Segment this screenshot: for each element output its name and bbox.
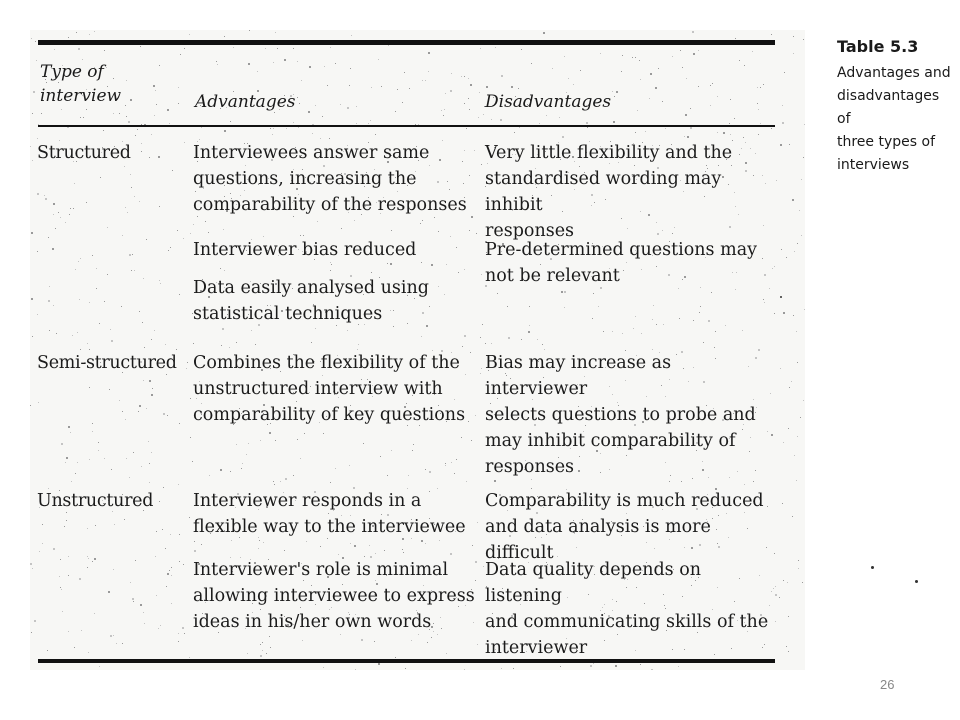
page-number: 26 <box>880 677 895 692</box>
text-line: Interviewees answer same <box>193 143 430 163</box>
semi-structured-advantage-1 <box>193 350 483 428</box>
header-advantages: Advantages <box>195 92 296 112</box>
caption-line: three types of <box>837 134 935 150</box>
table-bottom-rule <box>38 659 775 663</box>
header-type-line-1: Type of <box>40 62 104 82</box>
unstructured-advantage-1 <box>193 488 483 540</box>
caption-line: interviews <box>837 157 910 173</box>
text-line: and communicating skills of the <box>485 612 769 632</box>
text-line: statistical techniques <box>193 304 383 324</box>
text-line: Bias may increase as interviewer <box>485 353 672 399</box>
caption-line: Advantages and <box>837 65 951 81</box>
text-line: ideas in his/her own words <box>193 612 432 632</box>
table-caption <box>837 36 957 177</box>
text-line: Very little flexibility and the <box>485 143 733 163</box>
text-line: responses <box>485 221 575 241</box>
text-line: questions, increasing the <box>193 169 417 189</box>
header-type-of-interview <box>40 60 180 108</box>
unstructured-disadvantage-2 <box>485 557 775 661</box>
caption-line: disadvantages of <box>837 88 940 127</box>
unstructured-disadvantage-1 <box>485 488 775 566</box>
text-line: Comparability is much reduced <box>485 491 764 511</box>
text-line: Data quality depends on listening <box>485 560 702 606</box>
structured-disadvantage-2 <box>485 237 775 289</box>
caption-description <box>837 62 957 177</box>
text-line: Pre-determined questions may <box>485 240 758 260</box>
text-line: allowing interviewee to express <box>193 586 475 606</box>
unstructured-advantage-2 <box>193 557 483 635</box>
structured-advantage-1 <box>193 140 483 218</box>
text-line: selects questions to probe and <box>485 405 756 425</box>
text-line: unstructured interview with <box>193 379 443 399</box>
table-top-rule <box>38 40 775 45</box>
structured-advantage-3 <box>193 275 483 327</box>
text-line: interviewer <box>485 638 588 658</box>
text-line: not be relevant <box>485 266 620 286</box>
caption-title: Table 5.3 <box>837 37 919 56</box>
text-line: Data easily analysed using <box>193 278 429 298</box>
text-line: responses <box>485 457 575 477</box>
text-line: flexible way to the interviewee <box>193 517 466 537</box>
table-header-rule <box>38 125 775 127</box>
scan-speck <box>780 296 782 298</box>
text-line: Interviewer's role is minimal <box>193 560 449 580</box>
text-line: Interviewer bias reduced <box>193 240 417 260</box>
row-type-semi-structured: Semi-structured <box>37 353 177 373</box>
header-type-line-2: interview <box>40 86 122 106</box>
semi-structured-disadvantage-1 <box>485 350 775 480</box>
text-line: standardised wording may inhibit <box>485 169 722 215</box>
scan-speck <box>915 580 918 583</box>
text-line: and data analysis is more difficult <box>485 517 711 563</box>
structured-advantage-2 <box>193 237 483 263</box>
text-line: Combines the flexibility of the <box>193 353 460 373</box>
structured-disadvantage-1 <box>485 140 775 244</box>
text-line: may inhibit comparability of <box>485 431 736 451</box>
header-disadvantages: Disadvantages <box>485 92 612 112</box>
row-type-structured: Structured <box>37 143 131 163</box>
row-type-unstructured: Unstructured <box>37 491 154 511</box>
text-line: comparability of key questions <box>193 405 466 425</box>
scan-speck <box>871 566 874 569</box>
text-line: comparability of the responses <box>193 195 467 215</box>
text-line: Interviewer responds in a <box>193 491 422 511</box>
scanned-table-image <box>30 30 805 670</box>
